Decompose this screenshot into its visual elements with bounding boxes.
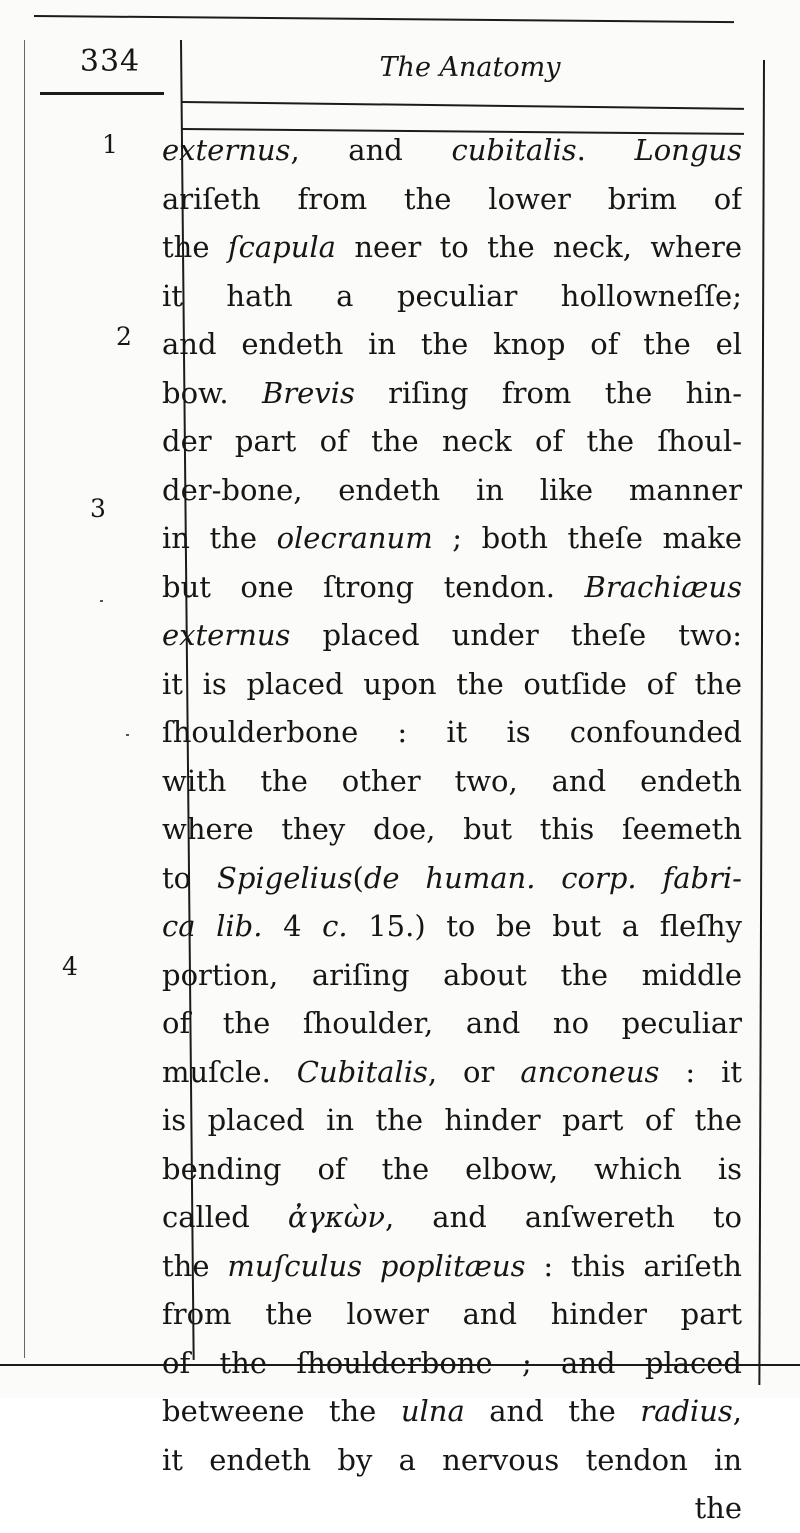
text-run: in the	[162, 521, 277, 555]
text-run: and endeth in the knop of the el	[162, 327, 742, 361]
text-run: der part of the neck of the ſhoul-	[162, 424, 742, 458]
text-run: called	[162, 1200, 288, 1234]
text-run: the	[162, 230, 228, 264]
text-run: bow.	[162, 375, 262, 410]
text-line	[162, 805, 742, 854]
italic-run: ulna	[400, 1394, 465, 1428]
italic-run: cubitalis	[451, 133, 577, 167]
text-line	[162, 1290, 742, 1339]
text-line	[162, 1242, 742, 1291]
text-line	[162, 660, 742, 709]
text-run: : this ariſeth	[525, 1248, 742, 1283]
text-run: it is placed upon the outſide of the	[162, 666, 742, 701]
italic-run: ſcapula	[227, 230, 336, 264]
text-run: the	[694, 1491, 742, 1525]
margin-note-2: 2	[116, 322, 132, 351]
margin-note-1: 1	[102, 130, 118, 159]
italic-run: Brevis	[261, 375, 355, 410]
margin-note-3: 3	[90, 494, 106, 523]
text-run: ; both theſe make	[432, 521, 742, 555]
italic-run: Spigelius	[216, 860, 353, 895]
italic-run: olecranum	[276, 521, 433, 555]
text-line	[162, 1387, 742, 1436]
body-text	[162, 126, 742, 1533]
right-border-rule	[758, 60, 765, 1385]
text-run: ariſeth from the lower brim of	[162, 181, 742, 216]
text-run: betweene the	[162, 1394, 401, 1428]
text-line	[162, 1339, 742, 1388]
text-run: it endeth by a nervous tendon in	[162, 1442, 742, 1477]
text-line	[162, 902, 742, 951]
text-run: of the ſhoulderbone ; and placed	[162, 1345, 742, 1380]
text-run: with the other two, and endeth	[162, 763, 742, 798]
text-run: to	[162, 860, 217, 895]
running-title: The Anatomy	[379, 52, 561, 83]
text-run: of the ſhoulder, and no peculiar	[162, 1006, 742, 1040]
text-run: ,	[732, 1394, 742, 1428]
left-margin-rule	[24, 40, 25, 1358]
text-line	[162, 417, 742, 466]
text-run: it hath a peculiar hollowneſſe;	[162, 278, 742, 313]
ink-speck	[100, 600, 103, 602]
italic-run: Brachiæus	[584, 569, 742, 604]
text-line	[162, 951, 742, 1000]
text-line	[162, 1096, 742, 1145]
text-run: neer to the neck, where	[335, 230, 742, 264]
text-line	[162, 466, 742, 515]
italic-run: ἀγκὼν	[287, 1200, 386, 1234]
text-run: is placed in the hinder part of the	[162, 1103, 742, 1137]
text-run: but one ſtrong tendon.	[162, 569, 585, 604]
italic-run: ca lib.	[162, 909, 263, 943]
text-run: , or	[427, 1054, 521, 1089]
text-line	[162, 708, 742, 757]
text-run: portion, ariſing about the middle	[162, 957, 742, 992]
text-run: riſing from the hin-	[354, 375, 742, 410]
text-line	[162, 369, 742, 418]
italic-run: de human. corp. fabri-	[363, 860, 742, 895]
text-line	[162, 854, 742, 903]
text-line	[162, 1436, 742, 1485]
text-line	[162, 175, 742, 224]
text-run: 15.) to be but a fleſhy	[347, 909, 742, 943]
italic-run: c.	[322, 909, 348, 943]
text-run: and the	[464, 1394, 641, 1428]
text-run: ſhoulderbone : it is confounded	[162, 715, 742, 749]
page-number: 334	[79, 44, 141, 79]
text-run: muſcle.	[162, 1054, 297, 1089]
header-underline-right	[182, 101, 744, 110]
italic-run: Cubitalis	[296, 1054, 428, 1089]
text-line	[162, 1484, 742, 1533]
text-line	[162, 126, 742, 175]
text-run: (	[352, 860, 364, 895]
text-line	[162, 999, 742, 1048]
margin-note-4: 4	[62, 952, 78, 981]
text-line	[162, 272, 742, 321]
top-border-rule	[34, 15, 734, 23]
text-run: , and anſwereth to	[385, 1200, 742, 1234]
text-line	[162, 1145, 742, 1194]
italic-run: externus	[162, 133, 291, 167]
italic-run: radius	[640, 1394, 733, 1428]
text-line	[162, 223, 742, 272]
text-line	[162, 1048, 742, 1097]
text-run: the	[162, 1248, 228, 1283]
text-line	[162, 563, 742, 612]
text-line	[162, 320, 742, 369]
italic-run: externus	[162, 618, 291, 652]
header-underline-left	[40, 92, 164, 95]
text-line	[162, 757, 742, 806]
ink-speck	[126, 734, 129, 736]
text-run: : it	[659, 1054, 742, 1089]
text-run: where they doe, but this ſeemeth	[162, 812, 742, 846]
text-line	[162, 1193, 742, 1242]
italic-run: Longus	[634, 133, 742, 167]
text-run: der-bone, endeth in like manner	[162, 472, 742, 507]
text-run: , and	[290, 133, 452, 167]
text-line	[162, 611, 742, 660]
text-run: placed under theſe two:	[290, 618, 742, 652]
italic-run: anconeus	[520, 1054, 660, 1089]
text-run: 4	[262, 909, 323, 943]
text-line	[162, 514, 742, 563]
italic-run: muſculus poplitæus	[227, 1248, 526, 1283]
text-run: bending of the elbow, which is	[162, 1151, 742, 1186]
text-run: .	[576, 133, 635, 167]
text-run: from the lower and hinder part	[162, 1297, 742, 1331]
